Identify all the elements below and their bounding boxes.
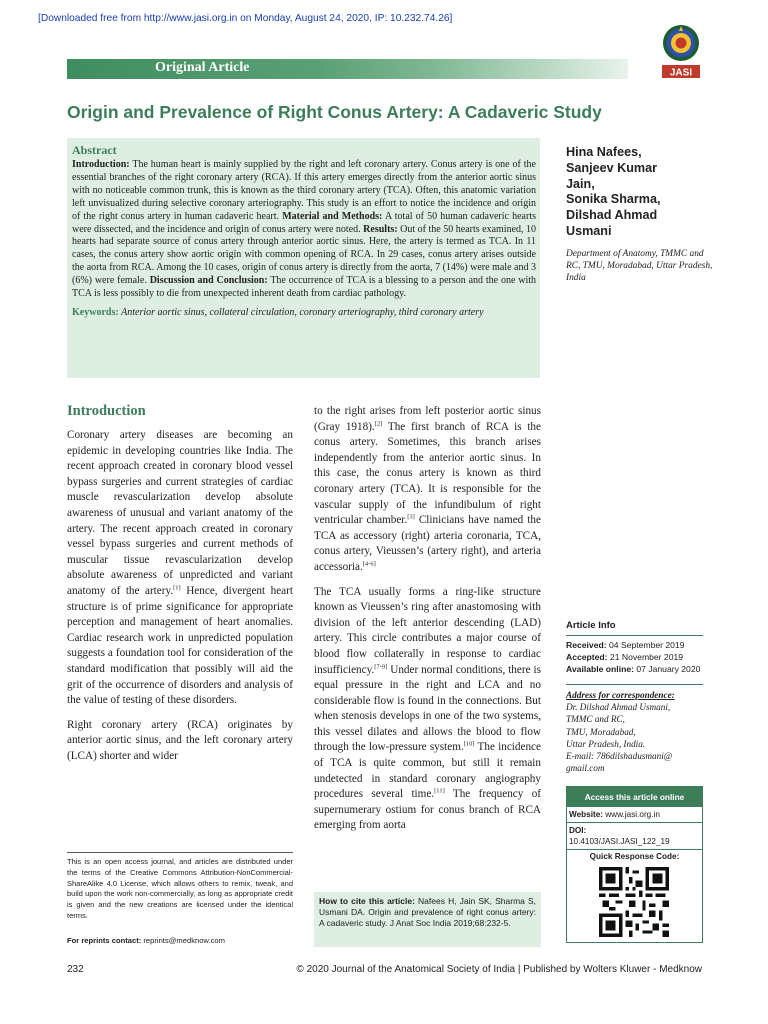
author-line: Usmani <box>566 223 612 238</box>
author-list <box>566 145 716 240</box>
article-type-label: Original Article <box>155 60 250 75</box>
article-dates: Received: 04 September 2019 Accepted: 21 November 2019 Available online: 07 January 2020 <box>566 640 701 674</box>
doi-row[interactable]: DOI: 10.4103/JASI.JASI_122_19 <box>567 823 702 850</box>
keywords <box>72 307 536 320</box>
author-line: Sonika Sharma, <box>566 192 661 207</box>
doi-link[interactable]: 10.4103/JASI.JASI_122_19 <box>569 837 670 846</box>
intro-paragraph: Coronary artery diseases are becoming an epidemic in developing countries like India. The recent approach created in coronary blood vessel bypass surgeries and current strategies of cardiac muscle revascularization develop absolute awareness of unusual and variant anatomy of the artery. The recent approach created in coronary vessel bypass surgeries and current methods of muscular tissue revascularization develop absolute awareness of unpredicted and variant anatomy of the artery.[1] Hence, divergent heart structure is of prime significance for appropriate perception and management of heart anomalies. Cardiac research work in unpredicted population suggests a foundation tool for consideration of the standard modification that possibly will aid the grit of the occurrence of disorders and analysis of the value of testing of these disorders. <box>67 429 293 707</box>
citation-label: How to cite this article: <box>319 896 415 906</box>
correspondence-email[interactable]: gmail.com <box>566 763 605 774</box>
access-heading: Access this article online <box>567 787 702 807</box>
reference-link[interactable]: [2] <box>374 419 383 427</box>
reference-link[interactable]: [4-6] <box>362 560 376 568</box>
journal-logo <box>656 22 706 80</box>
correspondence-label: Address for correspondence: <box>566 690 675 700</box>
author-line: Dilshad Ahmad <box>566 208 658 223</box>
reference-link[interactable]: [3] <box>407 513 415 521</box>
results-text: Out of the 50 hearts examined, 10 hearts had separate source of conus artery through anterior aortic sinus. Here, the artery is termed as TCA. In 11 cases, the conus artery show aortic origin with common opening of RCA. In 29 cases, conus artery arises outside the aorta from RCA. Among the 10 cases, origin of conus artery is directly from the aorta, 7 (14%) were male and 3 (6%) were female. <box>72 223 537 287</box>
website-link[interactable]: www.jasi.org.in <box>605 810 660 819</box>
keywords-label: Keywords: <box>72 306 119 318</box>
license-note: This is an open access journal, and articles are distributed under the terms of the Creative Commons Attribution-NonCommercial-ShareAlike 4.0 License, which allows others to remix, tweak, and build upon the work non-commercially, as long as appropriate credit is given and the new creations are licensed under the identical terms. <box>67 852 293 922</box>
article-info-heading: Article Info <box>566 620 616 631</box>
reprints-contact <box>67 936 225 945</box>
body-column-right <box>314 404 541 834</box>
access-article-box <box>566 786 703 943</box>
accepted-date: 21 November 2019 <box>609 652 684 662</box>
abstract-text <box>72 159 536 301</box>
body-paragraph: to the right arises from left posterior aortic sinus (Gray 1918).[2] The first branch of RCA is the conus artery. Sometimes, this branch arises independently from the anterior aortic sinus. In this case, the conus artery is known as third coronary artery (TCA). It is responsible for the vascular supply of the infundibulum of right ventricular chamber.[3] Clinicians have named the TCA as accessory (right) arteria coronaria, TCA, conus artery, Vieussen’s (artery right), and arteria accessoria.[4-6] <box>314 405 541 573</box>
article-type-banner <box>67 59 628 79</box>
methods-label: Material and Methods: <box>282 210 383 222</box>
keywords-text: Anterior aortic sinus, collateral circulation, coronary arteriography, third coronary artery <box>121 306 484 318</box>
abstract-heading: Abstract <box>72 143 117 157</box>
divider <box>566 635 703 636</box>
discussion-label: Discussion and Conclusion: <box>149 275 268 287</box>
reference-link[interactable]: [10] <box>463 740 475 748</box>
qr-label: Quick Response Code: <box>589 852 680 861</box>
intro-paragraph: Right coronary artery (RCA) originates by anterior aortic sinus, and the left coronary artery (LCA) shorter and wider <box>67 718 293 762</box>
author-affiliation: Department of Anatomy, TMMC and RC, TMU, Moradabad, Uttar Pradesh, India <box>566 249 713 284</box>
divider <box>566 684 703 685</box>
received-date: 04 September 2019 <box>609 640 685 650</box>
methods-text: A total of 50 human cadaveric hearts were dissected, and the incidence and origin of conus artery were noted. <box>72 210 536 235</box>
logo-text: JASI <box>669 67 693 79</box>
body-paragraph: The TCA usually forms a ring-like structure known as Vieussen’s ring after anastomosing with division of the left anterior descending (LAD) artery. This circle contributes a major course of blood flow collaterally in response to cardiac insufficiency.[7-9] Under normal conditions, there is equal pressure in the right and LCA and no considerable flow is found in the connections. But when stenosis develops in one of the two systems, this vessel dilates and allows the blood to flow through the low-pressure system.[10] The incidence of TCA is quite common, but still it remain undetected in standard coronary angiography procedures several time.[11] The frequency of supernumerary ostium for conus branch of RCA emerging from aorta <box>314 585 542 832</box>
footer-copyright: © 2020 Journal of the Anatomical Society of India | Published by Wolters Kluwer - Medknow <box>296 964 702 975</box>
download-line[interactable]: [Downloaded free from http://www.jasi.org.in on Monday, August 24, 2020, IP: 10.232.74.26] <box>38 13 453 24</box>
abstract-box <box>67 138 540 378</box>
correspondence-address: Address for correspondence: Dr. Dilshad Ahmad Usmani, TMMC and RC, TMU, Moradabad, Uttar Pradesh, India. E-mail: 786dilshadusmani@ gmail.com <box>566 689 706 774</box>
reprints-label: For reprints contact: <box>67 936 142 945</box>
body-column-left <box>67 428 293 764</box>
citation-text: Nafees H, Jain SK, Sharma S, Usmani DA. Origin and prevalence of right conus artery: A cadaveric study. J Anat Soc India 2019;68:232-5. <box>319 896 536 928</box>
reference-link[interactable]: [1] <box>173 584 181 592</box>
website-row[interactable]: Website: www.jasi.org.in <box>567 807 702 823</box>
qr-code-icon[interactable] <box>599 867 669 937</box>
discussion-text: The occurrence of TCA is a blessing to a person and the one with TCA is less possibly to die from unexpected inherent death from cardiac pathology. <box>72 275 537 300</box>
results-label: Results: <box>363 223 398 235</box>
reference-link[interactable]: [7-9] <box>374 662 388 670</box>
citation-box <box>314 892 541 947</box>
online-date: 07 January 2020 <box>636 664 701 674</box>
author-line: Hina Nafees, <box>566 145 642 159</box>
page-number: 232 <box>67 964 84 975</box>
correspondence-email[interactable]: E-mail: 786dilshadusmani@ <box>566 751 673 762</box>
intro-text: The human heart is mainly supplied by the right and left coronary artery. Conus artery is one of the essential branches of the right coronary artery (RCA). If this artery emerges directly from the anterior aortic sinus with no noticeable common trunk, this is known as the third coronary artery (TCA). Often, this anatomic variation left unvisualized during selective coronary arteriography. This study is an effort to notice the incidence and origin of the right conus artery in human cadaveric heart. <box>72 159 536 222</box>
reference-link[interactable]: [11] <box>434 787 445 795</box>
introduction-heading: Introduction <box>67 403 146 419</box>
author-line: Jain, <box>566 176 595 191</box>
author-line: Sanjeev Kumar <box>566 160 657 175</box>
intro-label: Introduction: <box>72 159 130 170</box>
article-title: Origin and Prevalence of Right Conus Artery: A Cadaveric Study <box>67 102 602 122</box>
reprints-email[interactable]: reprints@medknow.com <box>143 936 225 945</box>
